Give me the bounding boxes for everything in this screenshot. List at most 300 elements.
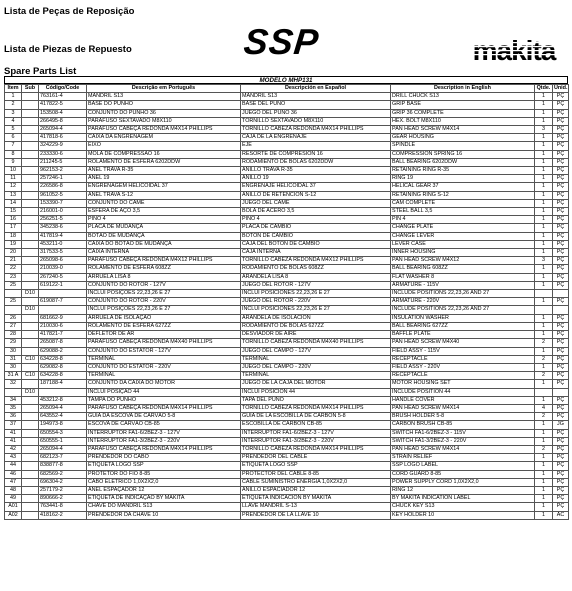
table-row (5, 191, 569, 199)
cell-english: BALL BEARING 627ZZ (391, 322, 535, 330)
cell-spanish: RODAMIENTO DE BOLAS 627ZZ (241, 322, 391, 330)
cell-sub (22, 167, 39, 175)
cell-item: 34 (5, 396, 22, 404)
cell-portuguese: INTERRUPTOR FA1-3/2BEZ-3 - 220V (87, 437, 241, 445)
cell-code: 418162-2 (39, 511, 87, 519)
cell-qty: 1 (535, 240, 553, 248)
cell-portuguese: PARAFUSO CABEÇA REDONDA M4X40 PHILLIPS (87, 339, 241, 347)
table-row (5, 199, 569, 207)
cell-item: 28 (5, 331, 22, 339)
cell-sub (22, 413, 39, 421)
cell-code: 216001-0 (39, 208, 87, 216)
cell-english: PAN HEAD SCREW M4X40 (391, 339, 535, 347)
cell-spanish: RODAMIENTO DE BOLAS 608ZZ (241, 265, 391, 273)
cell-item: 27 (5, 322, 22, 330)
cell-spanish: DESVIADOR DE AIRE (241, 331, 391, 339)
table-row (5, 454, 569, 462)
cell-english: BY MAKITA INDICATION LABEL (391, 495, 535, 503)
cell-qty: 1 (535, 298, 553, 306)
cell-sub (22, 478, 39, 486)
cell-sub: D10 (22, 388, 39, 396)
cell-qty: 1 (535, 232, 553, 240)
cell-unit: PÇ (553, 347, 569, 355)
cell-unit: PÇ (553, 437, 569, 445)
cell-portuguese: INTERRUPTOR FA1-6/2BEZ-3 - 127V (87, 429, 241, 437)
cell-code: 187188-4 (39, 380, 87, 388)
cell-qty: 1 (535, 495, 553, 503)
cell-code: 211245-5 (39, 158, 87, 166)
cell-qty: 1 (535, 167, 553, 175)
cell-code: 226586-8 (39, 183, 87, 191)
cell-unit: PÇ (553, 355, 569, 363)
cell-item: 47 (5, 478, 22, 486)
cell-english: RING 19 (391, 175, 535, 183)
cell-qty: 1 (535, 314, 553, 322)
cell-spanish: CAJA INTERNA (241, 249, 391, 257)
cell-qty: 1 (535, 396, 553, 404)
table-row (5, 429, 569, 437)
cell-sub (22, 404, 39, 412)
cell-code: 650555-1 (39, 437, 87, 445)
cell-portuguese: CONJUNTO DO ESTATOR - 127V (87, 347, 241, 355)
cell-qty (535, 388, 553, 396)
cell-english: INCLUDE POSITIONS 22,23,26 AND 27 (391, 290, 535, 298)
cell-item: 49 (5, 495, 22, 503)
cell-item: 25 (5, 281, 22, 289)
cell-unit: PÇ (553, 445, 569, 453)
cell-item: 6 (5, 134, 22, 142)
cell-qty: 2 (535, 372, 553, 380)
cell-portuguese: PLACA DE MUDANÇA (87, 224, 241, 232)
cell-spanish: JUEGO DEL CAME (241, 199, 391, 207)
table-row (5, 101, 569, 109)
cell-sub (22, 331, 39, 339)
cell-spanish: ENGRENAJE HELICOIDAL 37 (241, 183, 391, 191)
cell-unit: PÇ (553, 339, 569, 347)
table-row (5, 249, 569, 257)
cell-sub (22, 265, 39, 273)
cell-item: 44 (5, 462, 22, 470)
cell-english: STRAIN RELIEF (391, 454, 535, 462)
cell-sub (22, 224, 39, 232)
cell-qty: 1 (535, 470, 553, 478)
table-row (5, 208, 569, 216)
cell-spanish: TORNILLO CABEZA REDONDA M4X14 PHILLIPS (241, 445, 391, 453)
cell-code: 890666-2 (39, 495, 87, 503)
cell-item: 11 (5, 175, 22, 183)
table-header-row (5, 85, 569, 93)
cell-spanish: PROTECTOR DEL CABLE 8-85 (241, 470, 391, 478)
cell-english: CHANGE PLATE (391, 224, 535, 232)
cell-sub (22, 150, 39, 158)
cell-qty: 2 (535, 413, 553, 421)
cell-qty: 1 (535, 331, 553, 339)
cell-item: 43 (5, 454, 22, 462)
cell-qty: 1 (535, 429, 553, 437)
cell-spanish: INCLUI POSICIONES 22,23,26 E 27 (241, 306, 391, 314)
table-row (5, 404, 569, 412)
cell-code: 453211-0 (39, 240, 87, 248)
cell-spanish: TERMINAL (241, 355, 391, 363)
cell-item (5, 290, 22, 298)
cell-unit: PÇ (553, 191, 569, 199)
cell-spanish: LLAVE MANDRIL S-13 (241, 503, 391, 511)
col-header-unit: Unid. (554, 85, 568, 91)
col-header-spanish: Descripción en Español (241, 85, 391, 93)
table-row (5, 306, 569, 314)
cell-english: RETAINING RING S-12 (391, 191, 535, 199)
cell-english: INCLUDE POSITIONS 22,23,26 AND 27 (391, 306, 535, 314)
cell-qty (535, 290, 553, 298)
cell-unit: PÇ (553, 257, 569, 265)
cell-code: 257179-2 (39, 486, 87, 494)
cell-spanish: PLACA DE CAMBIO (241, 224, 391, 232)
cell-item: 48 (5, 486, 22, 494)
cell-unit: PÇ (553, 372, 569, 380)
table-row (5, 126, 569, 134)
cell-qty: 1 (535, 281, 553, 289)
cell-item: 30 (5, 347, 22, 355)
cell-unit: PÇ (553, 298, 569, 306)
table-row (5, 109, 569, 117)
cell-portuguese: PARAFUSO CABEÇA REDONDA M4X14 PHILLIPS (87, 445, 241, 453)
cell-code: 763441-8 (39, 503, 87, 511)
cell-item: 35 (5, 404, 22, 412)
cell-english: BALL BEARING 6202DDW (391, 158, 535, 166)
cell-code: 681662-9 (39, 314, 87, 322)
cell-item: 12 (5, 183, 22, 191)
cell-code: 265098-6 (39, 257, 87, 265)
cell-portuguese: ESFERA DE AÇO 3,5 (87, 208, 241, 216)
cell-unit: PÇ (553, 404, 569, 412)
cell-code: 619087-7 (39, 298, 87, 306)
table-row (5, 232, 569, 240)
cell-unit: PÇ (553, 314, 569, 322)
cell-portuguese: ETIQUETA LOGO SSP (87, 462, 241, 470)
cell-unit: PÇ (553, 117, 569, 125)
cell-english: RECEPTACLE (391, 372, 535, 380)
cell-spanish: CAJA DE LA ENGRENAJE (241, 134, 391, 142)
cell-item: 3 (5, 109, 22, 117)
cell-english: CORD GUARD 8-85 (391, 470, 535, 478)
cell-spanish: ETIQUETA LOGO SSP (241, 462, 391, 470)
cell-item: 42 (5, 445, 22, 453)
cell-item: 9 (5, 158, 22, 166)
cell-spanish: PINO 4 (241, 216, 391, 224)
cell-sub (22, 257, 39, 265)
cell-spanish: ESCOBILLA DE CARBÓN CB-85 (241, 421, 391, 429)
cell-unit: PÇ (553, 322, 569, 330)
table-row (5, 339, 569, 347)
cell-spanish: CAJA DEL BOTÓN DE CAMBIO (241, 240, 391, 248)
cell-unit: JG (553, 421, 569, 429)
cell-unit: PÇ (553, 495, 569, 503)
model-header: MODELO MHP131 (4, 76, 568, 84)
cell-sub (22, 429, 39, 437)
cell-spanish: ARANDELA LISA 8 (241, 273, 391, 281)
cell-portuguese: PRENDEDOR DA CHAVE 10 (87, 511, 241, 519)
cell-portuguese: CAIXA DO BOTÃO DE MUDANÇA (87, 240, 241, 248)
cell-item (5, 306, 22, 314)
cell-sub (22, 109, 39, 117)
cell-unit: PÇ (553, 486, 569, 494)
cell-item: 37 (5, 421, 22, 429)
cell-english: PAN HEAD SCREW M4X14 (391, 126, 535, 134)
cell-portuguese: CONJUNTO DA CAIXA DO MOTOR (87, 380, 241, 388)
cell-qty: 1 (535, 175, 553, 183)
cell-unit: PÇ (553, 183, 569, 191)
cell-spanish: JUEGO DEL PUÑO 36 (241, 109, 391, 117)
cell-code: 417821-7 (39, 331, 87, 339)
cell-unit: PÇ (553, 413, 569, 421)
table-row (5, 503, 569, 511)
cell-unit (553, 290, 569, 298)
cell-spanish: JUEGO DEL CAMPO - 127V (241, 347, 391, 355)
cell-portuguese: ANEL ESPAÇADOR 12 (87, 486, 241, 494)
cell-english: CAM COMPLETE (391, 199, 535, 207)
cell-portuguese: CABO ELÉTRICO 1,0X2X2,0 (87, 478, 241, 486)
cell-item: 36 (5, 413, 22, 421)
cell-qty: 3 (535, 257, 553, 265)
cell-portuguese: MANDRIL S13 (87, 93, 241, 101)
cell-qty: 1 (535, 347, 553, 355)
cell-spanish: JUEGO DEL CAMPO - 220V (241, 363, 391, 371)
cell-english: RETAINING RING R-35 (391, 167, 535, 175)
cell-spanish: TORNILLO CABEZA REDONDA M4X12 PHILLIPS (241, 257, 391, 265)
cell-spanish: TERMINAL (241, 372, 391, 380)
cell-code: 324229-9 (39, 142, 87, 150)
cell-english: SWITCH FA1-6/2BEZ-3 - 115V (391, 429, 535, 437)
cell-english: POWER SUPPLY CORD 1,0X2X2,0 (391, 478, 535, 486)
cell-sub (22, 175, 39, 183)
cell-english: FLAT WASHER 8 (391, 273, 535, 281)
cell-portuguese: CAIXA INTERNA (87, 249, 241, 257)
cell-sub (22, 347, 39, 355)
cell-portuguese: DEFLETOR DE AR (87, 331, 241, 339)
cell-sub (22, 339, 39, 347)
cell-english: HEX. BOLT M8X110 (391, 117, 535, 125)
cell-item: 25 (5, 298, 22, 306)
cell-spanish: ETIQUETA INDICACIÓN BY MAKITA (241, 495, 391, 503)
table-row (5, 478, 569, 486)
table-row (5, 380, 569, 388)
cell-code: 265094-4 (39, 126, 87, 134)
table-row (5, 331, 569, 339)
cell-english: ARMATURE - 115V (391, 281, 535, 289)
cell-english: STEEL BALL 3,5 (391, 208, 535, 216)
cell-unit: PÇ (553, 93, 569, 101)
cell-qty: 1 (535, 380, 553, 388)
table-row (5, 93, 569, 101)
cell-code: 417822-5 (39, 101, 87, 109)
cell-sub (22, 249, 39, 257)
cell-item: 14 (5, 199, 22, 207)
cell-unit: PÇ (553, 478, 569, 486)
cell-code: 962153-2 (39, 167, 87, 175)
table-row (5, 142, 569, 150)
cell-qty: 1 (535, 273, 553, 281)
cell-item: 5 (5, 126, 22, 134)
cell-portuguese: PARAFUSO SEXTAVADO M8X110 (87, 117, 241, 125)
cell-item (5, 388, 22, 396)
cell-sub (22, 216, 39, 224)
cell-sub (22, 158, 39, 166)
cell-spanish: BASE DEL PUÑO (241, 101, 391, 109)
cell-qty: 1 (535, 101, 553, 109)
cell-unit: PÇ (553, 265, 569, 273)
cell-spanish: TORNILLO CABEZA REDONDA M4X14 PHILLIPS (241, 126, 391, 134)
cell-qty: 1 (535, 191, 553, 199)
cell-sub (22, 93, 39, 101)
table-row (5, 322, 569, 330)
cell-sub (22, 298, 39, 306)
cell-english: COMPRESSION SPRING 16 (391, 150, 535, 158)
col-header-portuguese: Descrição em Português (87, 85, 241, 93)
cell-code (39, 388, 87, 396)
cell-code: 317533-5 (39, 249, 87, 257)
table-row (5, 421, 569, 429)
table-row (5, 224, 569, 232)
cell-sub (22, 503, 39, 511)
cell-qty: 1 (535, 421, 553, 429)
cell-code: 265094-4 (39, 445, 87, 453)
cell-sub (22, 396, 39, 404)
cell-sub (22, 281, 39, 289)
cell-english: PAN HEAD SCREW M4X14 (391, 445, 535, 453)
cell-portuguese: ROLAMENTO DE ESFERA 627ZZ (87, 322, 241, 330)
table-row (5, 167, 569, 175)
cell-qty: 1 (535, 208, 553, 216)
cell-english: CHUCK KEY S13 (391, 503, 535, 511)
cell-unit: PÇ (553, 150, 569, 158)
cell-portuguese: PINO 4 (87, 216, 241, 224)
cell-portuguese: PARAFUSO CABEÇA REDONDA M4X14 PHILLIPS (87, 126, 241, 134)
cell-unit: PÇ (553, 167, 569, 175)
cell-unit: PÇ (553, 331, 569, 339)
cell-qty: 1 (535, 478, 553, 486)
cell-sub (22, 380, 39, 388)
cell-code: 838877-8 (39, 462, 87, 470)
cell-item: 2 (5, 101, 22, 109)
cell-code: 194973-8 (39, 421, 87, 429)
cell-qty: 1 (535, 437, 553, 445)
cell-sub (22, 511, 39, 519)
cell-unit: PÇ (553, 240, 569, 248)
cell-spanish: PRENDEDOR DE LA LLAVE 10 (241, 511, 391, 519)
cell-english: CHANGE LEVER (391, 232, 535, 240)
cell-code: 629088-2 (39, 347, 87, 355)
cell-unit: PÇ (553, 208, 569, 216)
cell-portuguese: PARAFUSO CABEÇA REDONDA M4X14 PHILLIPS (87, 404, 241, 412)
cell-portuguese: PARAFUSO CABEÇA REDONDA M4X12 PHILLIPS (87, 257, 241, 265)
cell-english: SSP LOGO LABEL (391, 462, 535, 470)
cell-portuguese: PROTETOR DO FIO 8-85 (87, 470, 241, 478)
table-row (5, 388, 569, 396)
table-row (5, 273, 569, 281)
cell-sub (22, 363, 39, 371)
cell-english: RING 12 (391, 486, 535, 494)
cell-sub (22, 199, 39, 207)
cell-english: HELICAL GEAR 37 (391, 183, 535, 191)
cell-spanish: GUIA DE LA ESCOBILLA DE CARBÓN 5-8 (241, 413, 391, 421)
cell-portuguese: ROLAMENTO DE ESFERA 608ZZ (87, 265, 241, 273)
table-row (5, 158, 569, 166)
cell-code: 763161-4 (39, 93, 87, 101)
cell-english: FIELD ASSY - 115V (391, 347, 535, 355)
cell-code: 619122-1 (39, 281, 87, 289)
cell-spanish: JUEGO DE LA CAJA DEL MOTOR (241, 380, 391, 388)
cell-item: 4 (5, 117, 22, 125)
cell-spanish: MANDRIL S13 (241, 93, 391, 101)
cell-item: 31 (5, 355, 22, 363)
cell-portuguese: ARRUELA LISA 8 (87, 273, 241, 281)
cell-unit: PÇ (553, 109, 569, 117)
cell-code: 257246-1 (39, 175, 87, 183)
cell-unit: PÇ (553, 462, 569, 470)
cell-portuguese: CONJUNTO DO ESTATOR - 220V (87, 363, 241, 371)
table-row (5, 511, 569, 519)
cell-code: 643552-4 (39, 413, 87, 421)
cell-item: 16 (5, 216, 22, 224)
cell-spanish: ARANDELA DE ISOLACIÓN (241, 314, 391, 322)
col-header-sub: Sub (22, 85, 39, 93)
cell-sub (22, 462, 39, 470)
cell-qty: 1 (535, 150, 553, 158)
cell-portuguese: BOTÃO DE MUDANÇA (87, 232, 241, 240)
cell-qty: 1 (535, 224, 553, 232)
cell-portuguese: GUIA DA ESCOVA DE CARVÃO 5-8 (87, 413, 241, 421)
cell-portuguese: EIXO (87, 142, 241, 150)
cell-code: 682569-2 (39, 470, 87, 478)
cell-qty: 1 (535, 503, 553, 511)
table-row (5, 445, 569, 453)
table-row (5, 347, 569, 355)
cell-english: GRIP BASE (391, 101, 535, 109)
cell-portuguese: INCLUI POSIÇÕES 22,23,26 E 27 (87, 290, 241, 298)
col-header-qty: Qtde. (535, 85, 553, 93)
cell-unit: PÇ (553, 429, 569, 437)
table-row (5, 486, 569, 494)
cell-portuguese: TERMINAL (87, 372, 241, 380)
cell-qty (535, 306, 553, 314)
cell-portuguese: PRENDEDOR DO CABO (87, 454, 241, 462)
table-row (5, 265, 569, 273)
cell-unit: PÇ (553, 363, 569, 371)
cell-item: 1 (5, 93, 22, 101)
cell-spanish: JUEGO DEL ROTOR - 127V (241, 281, 391, 289)
cell-item: 32 (5, 380, 22, 388)
cell-portuguese: CONJUNTO DO CAME (87, 199, 241, 207)
table-row (5, 298, 569, 306)
cell-code: 210030-6 (39, 322, 87, 330)
cell-qty: 2 (535, 355, 553, 363)
cell-sub (22, 445, 39, 453)
cell-spanish: EJE (241, 142, 391, 150)
cell-portuguese: ETIQUETA DE INDICAÇÃO BY MAKITA (87, 495, 241, 503)
cell-code: 266495-8 (39, 117, 87, 125)
cell-spanish: TORNILLO SEXTAVADO M8X110 (241, 117, 391, 125)
cell-spanish: INCLUI POSICIÓN 44 (241, 388, 391, 396)
cell-portuguese: ESCOVA DE CARVÃO CB-85 (87, 421, 241, 429)
cell-qty: 1 (535, 117, 553, 125)
cell-english: INSULATION WASHER (391, 314, 535, 322)
cell-item: 7 (5, 142, 22, 150)
cell-spanish: RESORTE DE COMPRESIÓN 16 (241, 150, 391, 158)
cell-unit (553, 306, 569, 314)
cell-unit: PÇ (553, 454, 569, 462)
cell-english: BRUSH HOLDER 5-8 (391, 413, 535, 421)
cell-qty: 1 (535, 486, 553, 494)
